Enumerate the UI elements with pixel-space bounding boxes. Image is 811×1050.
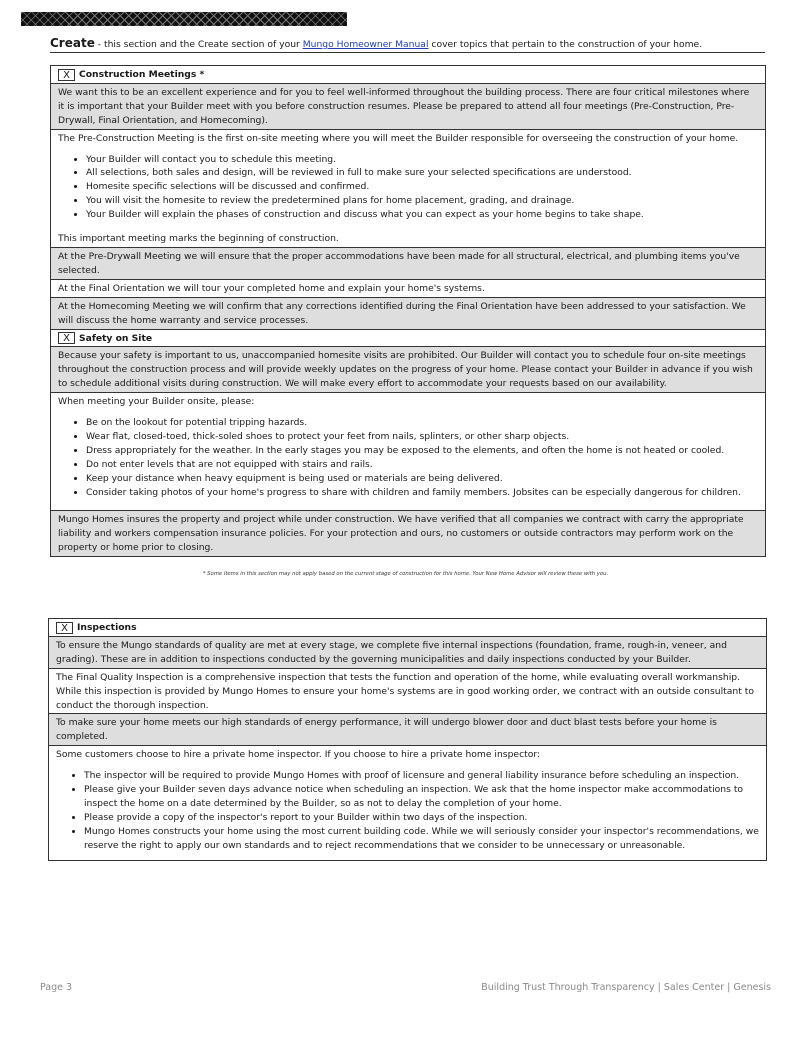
preconstruction-list	[58, 153, 758, 223]
safety-lead: When meeting your Builder onsite, please:	[58, 396, 255, 408]
safety-title: Safety on Site	[79, 332, 153, 344]
safety-list	[58, 416, 758, 499]
list-item: • Your Builder will contact you to schedule this meeting.	[86, 153, 758, 167]
list-item: • All selections, both sales and design, will be reviewed in full to make sure your selected specifications are understood.	[86, 166, 758, 180]
section-footnote: * Some items in this section may not apply based on the current stage of construction for this home. Your New Home Advisor will review these with you.	[202, 571, 609, 577]
private-inspector	[49, 745, 766, 859]
list-item: • Homesite specific selections will be discussed and confirmed.	[86, 180, 758, 194]
safety-header	[51, 329, 765, 347]
homecoming-meeting: At the Homecoming Meeting we will confirm that any corrections identified during the Final Orientation have been addressed to your satisfaction. We will discuss the home warranty and service processes.	[51, 297, 765, 329]
energy-tests: To make sure your home meets our high standards of energy performance, it will undergo blower door and duct blast tests before your home is completed.	[49, 713, 766, 745]
list-item: • Be on the lookout for potential tripping hazards.	[86, 416, 758, 430]
list-item: • Keep your distance when heavy equipment is being used or materials are being delivered.	[86, 472, 758, 486]
redacted-header-bar	[21, 12, 347, 26]
page-number: Page 3	[40, 982, 73, 993]
meetings-checkbox[interactable]: X	[58, 69, 75, 81]
list-item: • Your Builder will explain the phases of construction and discuss what you can expect as your home begins to take shape.	[86, 208, 758, 222]
intro-text-before: - this section and the Create section of your	[94, 39, 303, 50]
meetings-header	[51, 66, 765, 83]
list-item: • Please give your Builder seven days advance notice when scheduling an inspection. We ask that the home inspector make accommodations to inspect the home on a date determined by the Builder, so as not to delay the completion of your home.	[84, 783, 759, 811]
list-item: • Please provide a copy of the inspector's report to your Builder within two days of the inspection.	[84, 811, 759, 825]
list-item: • Do not enter levels that are not equipped with stairs and rails.	[86, 458, 758, 472]
safety-checkbox[interactable]: X	[58, 332, 75, 344]
meetings-intro: We want this to be an excellent experience and for you to feel well-informed throughout the building process. There are four critical milestones where it is important that your Builder meet with you before construction resumes. Please be prepared to attend all four meetings (Pre-Construction, Pre-Drywall, Final Orientation, and Homecoming).	[51, 83, 765, 129]
create-intro	[50, 36, 765, 53]
footer-tagline: Building Trust Through Transparency | Sales Center | Genesis	[481, 982, 771, 993]
construction-section-box	[50, 65, 766, 557]
predrywall-meeting: At the Pre-Drywall Meeting we will ensure that the proper accommodations have been made for all structural, electrical, and plumbing items you've selected.	[51, 247, 765, 279]
inspections-title: Inspections	[77, 622, 137, 633]
list-item: • Wear flat, closed-toed, thick-soled shoes to protect your feet from nails, splinters, or other sharp objects.	[86, 430, 758, 444]
list-item: • You will visit the homesite to review the predetermined plans for home placement, grading, and drainage.	[86, 194, 758, 208]
list-item: • Consider taking photos of your home's progress to share with children and family members. Jobsites can be especially dangerous for children.	[86, 486, 758, 500]
preconstruction-close: This important meeting marks the beginning of construction.	[58, 233, 339, 245]
inspections-section-box	[48, 618, 767, 861]
insurance-note: Mungo Homes insures the property and project while under construction. We have verified that all companies we contract with carry the appropriate liability and workers compensation insurance policies. For your protection and ours, no customers or outside contractors may perform work on the property or home prior to closing.	[51, 510, 765, 556]
final-quality-inspection: The Final Quality Inspection is a comprehensive inspection that tests the function and operation of the home, while evaluating overall workmanship. While this inspection is provided by Mungo Homes to ensure your home's systems are in good working order, we contract with an outside consultant to conduct the thorough inspection.	[49, 668, 766, 714]
preconstruction-lead: The Pre-Construction Meeting is the first on-site meeting where you will meet the Builder responsible for overseeing the construction of your home.	[58, 132, 739, 144]
create-heading: Create	[50, 36, 95, 50]
inspections-checkbox[interactable]: X	[56, 622, 73, 634]
private-lead: Some customers choose to hire a private home inspector. If you choose to hire a private home inspector:	[56, 749, 541, 761]
preconstruction-meeting	[51, 129, 765, 247]
inspections-intro: To ensure the Mungo standards of quality are met at every stage, we complete five internal inspections (foundation, frame, rough-in, veneer, and grading). These are in addition to inspections conducted by the governing municipalities and daily inspections conducted by your Builder.	[49, 636, 766, 668]
meetings-title: Construction Meetings *	[79, 69, 205, 80]
list-item: • The inspector will be required to provide Mungo Homes with proof of licensure and general liability insurance before scheduling an inspection.	[84, 769, 759, 783]
intro-text-after: cover topics that pertain to the construction of your home.	[428, 39, 703, 50]
inspections-header	[49, 619, 766, 636]
final-orientation: At the Final Orientation we will tour your completed home and explain your home's systems.	[51, 279, 765, 297]
list-item: • Dress appropriately for the weather. In the early stages you may be exposed to the elements, and often the home is not heated or cooled.	[86, 444, 758, 458]
homeowner-manual-link[interactable]: Mungo Homeowner Manual	[302, 39, 429, 50]
list-item: • Mungo Homes constructs your home using the most current building code. While we will seriously consider your inspector's recommendations, we reserve the right to apply our own standards and to reject recommendations that we consider to be unnecessary or unreasonable.	[84, 825, 759, 853]
safety-guidelines	[51, 392, 765, 510]
private-inspector-list	[56, 769, 759, 852]
safety-intro: Because your safety is important to us, unaccompanied homesite visits are prohibited. Our Builder will contact you to schedule four on-site meetings throughout the construction process and will provide weekly updates on the progress of your home. Please contact your Builder in advance if you wish to schedule additional visits during construction. We will make every effort to accommodate your requests based on our availability.	[51, 346, 765, 392]
